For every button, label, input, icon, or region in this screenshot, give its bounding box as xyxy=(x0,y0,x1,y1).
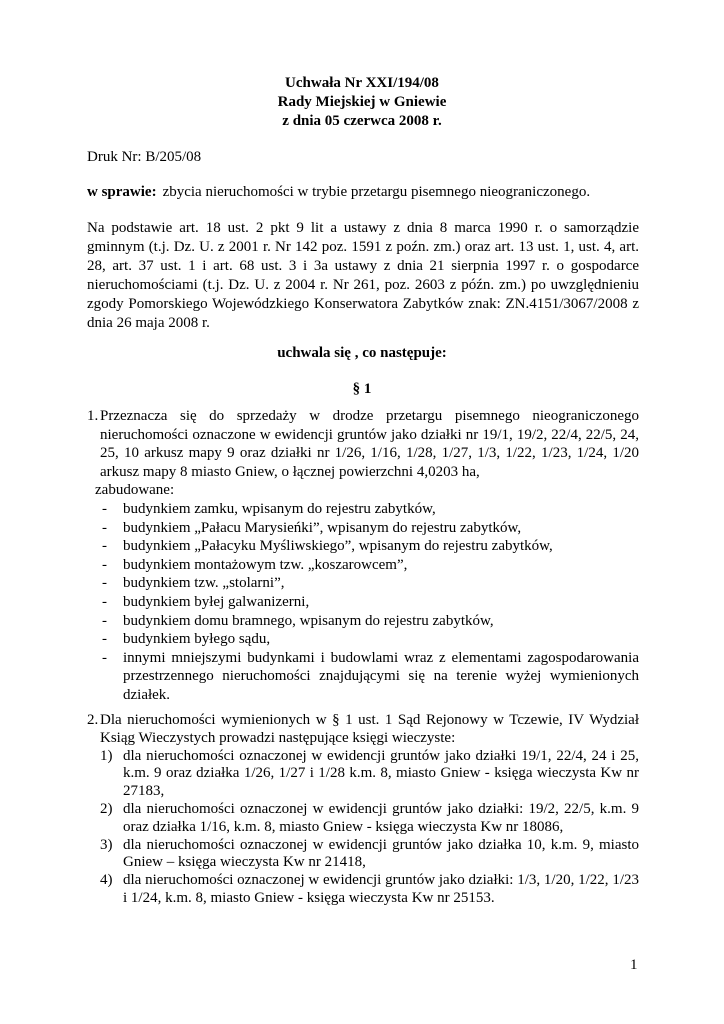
dash-marker: - xyxy=(102,538,107,555)
list-item xyxy=(87,748,639,801)
list-item xyxy=(87,630,639,649)
item-number: 3) xyxy=(100,836,113,853)
print-number: Druk Nr: B/205/08 xyxy=(87,149,202,165)
resolves-heading: uchwala się , co następuje: xyxy=(277,345,447,361)
point-2-text: Dla nieruchomości wymienionych w § 1 ust. 1 Sąd Rejonowy w Tczewie, IV Wydział Ksiąg Wieczystych prowadzi następujące księgi wieczyste: xyxy=(100,712,639,746)
list-item-text: dla nieruchomości oznaczonej w ewidencji gruntów jako działki 19/1, 22/4, 24 i 25, k.m. 9 oraz działka 1/26, 1/27 i 1/28 k.m. 8, miasto Gniew - księga wieczysta Kw nr 27183, xyxy=(123,747,639,800)
point-1-number: 1. xyxy=(87,408,99,424)
dash-marker: - xyxy=(102,612,107,629)
subject-label: w sprawie: xyxy=(87,184,157,200)
list-item xyxy=(87,612,639,631)
paragraph-heading: § 1 xyxy=(352,381,372,397)
list-item xyxy=(87,537,639,556)
list-item xyxy=(87,500,639,519)
dash-marker: - xyxy=(102,519,107,536)
list-item-text: dla nieruchomości oznaczonej w ewidencji gruntów jako działki: 1/3, 1/20, 1/22, 1/23 i 1/24, k.m. 8, miasto Gniew - księga wieczysta Kw nr 25153. xyxy=(123,872,639,906)
list-item xyxy=(87,649,639,705)
list-item-text: budynkiem zamku, wpisanym do rejestru zabytków, xyxy=(123,500,436,517)
point-1-text: Przeznacza się do sprzedaży w drodze przetargu pisemnego nieograniczonego nieruchomości oznaczone w ewidencji gruntów jako działki nr 19/1, 19/2, 22/4, 22/5, 24, 25, 10 arkusz mapy 9 oraz działki nr 1/26, 1/16, 1/28, 1/27, 1/3, 1/22, 1/23, 1/24, 1/20 arkusz mapy 8 miasto Gniew, o łącznej powierzchni 4,0203 ha, xyxy=(100,408,639,480)
resolution-date: z dnia 05 czerwca 2008 r. xyxy=(282,113,442,129)
subject-text: zbycia nieruchomości w trybie przetargu pisemnego nieograniczonego. xyxy=(162,184,591,200)
buildings-list xyxy=(87,500,639,705)
resolution-header xyxy=(0,74,724,131)
subject-line xyxy=(87,183,590,202)
page-number: 1 xyxy=(630,957,638,973)
council-name: Rady Miejskiej w Gniewie xyxy=(277,94,447,110)
list-item-text: budynkiem domu bramnego, wpisanym do rejestru zabytków, xyxy=(123,612,494,629)
item-number: 1) xyxy=(100,747,113,764)
list-item xyxy=(87,574,639,593)
list-item-text: innymi mniejszymi budynkami i budowlami wraz z elementami zagospodarowania przestrzennego nieruchomości znajdującymi się na terenie wyżej wymienionych działek. xyxy=(123,649,639,703)
point-2 xyxy=(87,712,639,908)
list-item xyxy=(87,872,639,908)
list-item-text: dla nieruchomości oznaczonej w ewidencji gruntów jako działki: 19/2, 22/5, k.m. 9 oraz działka 1/16, k.m. 8, miasto Gniew - księga wieczysta Kw nr 18086, xyxy=(123,800,639,835)
list-item-text: budynkiem „Pałacyku Myśliwskiego”, wpisanym do rejestru zabytków, xyxy=(123,538,553,555)
item-number: 4) xyxy=(100,872,113,889)
dash-marker: - xyxy=(102,556,107,573)
resolution-number: Uchwała Nr XXI/194/08 xyxy=(285,75,439,91)
dash-marker: - xyxy=(102,575,107,592)
item-number: 2) xyxy=(100,800,113,817)
list-item-text: budynkiem byłej galwanizerni, xyxy=(123,593,310,610)
point-1 xyxy=(87,407,639,705)
legal-basis: Na podstawie art. 18 ust. 2 pkt 9 lit a ustawy z dnia 8 marca 1990 r. o samorządzie gminnym (t.j. Dz. U. z 2001 r. Nr 142 poz. 1591 z poźn. zm.) oraz art. 13 ust. 1, ust. 4, art. 28, art. 37 ust. 1 i art. 68 ust. 3 i 3a ustawy z dnia 21 sierpnia 1997 r. o gospodarce nieruchomościami (t.j. Dz. U. z 2004 r. Nr 261, poz. 2603 z późn. zm.) po uwzględnieniu zgody Pomorskiego Wojewódzkiego Konserwatora Zabytków znak: ZN.4151/3067/2008 z dnia 26 maja 2008 r. xyxy=(87,220,639,331)
list-item-text: budynkiem „Pałacu Marysieńki”, wpisanym do rejestru zabytków, xyxy=(123,519,522,536)
list-item-text: dla nieruchomości oznaczonej w ewidencji gruntów jako działka 10, k.m. 9, miasto Gniew – księga wieczysta Kw nr 21418, xyxy=(123,836,639,871)
dash-marker: - xyxy=(102,500,107,517)
dash-marker: - xyxy=(102,649,107,666)
list-item xyxy=(87,519,639,538)
point-1-tail: zabudowane: xyxy=(95,482,175,499)
list-item xyxy=(87,801,639,837)
point-2-number: 2. xyxy=(87,712,99,728)
land-registers-list xyxy=(87,748,639,908)
list-item-text: budynkiem tzw. „stolarni”, xyxy=(123,575,285,592)
dash-marker: - xyxy=(102,593,107,610)
dash-marker: - xyxy=(102,631,107,648)
list-item-text: budynkiem montażowym tzw. „koszarowcem”, xyxy=(123,556,408,573)
list-item-text: budynkiem byłego sądu, xyxy=(123,631,271,648)
list-item xyxy=(87,556,639,575)
list-item xyxy=(87,593,639,612)
list-item xyxy=(87,837,639,873)
